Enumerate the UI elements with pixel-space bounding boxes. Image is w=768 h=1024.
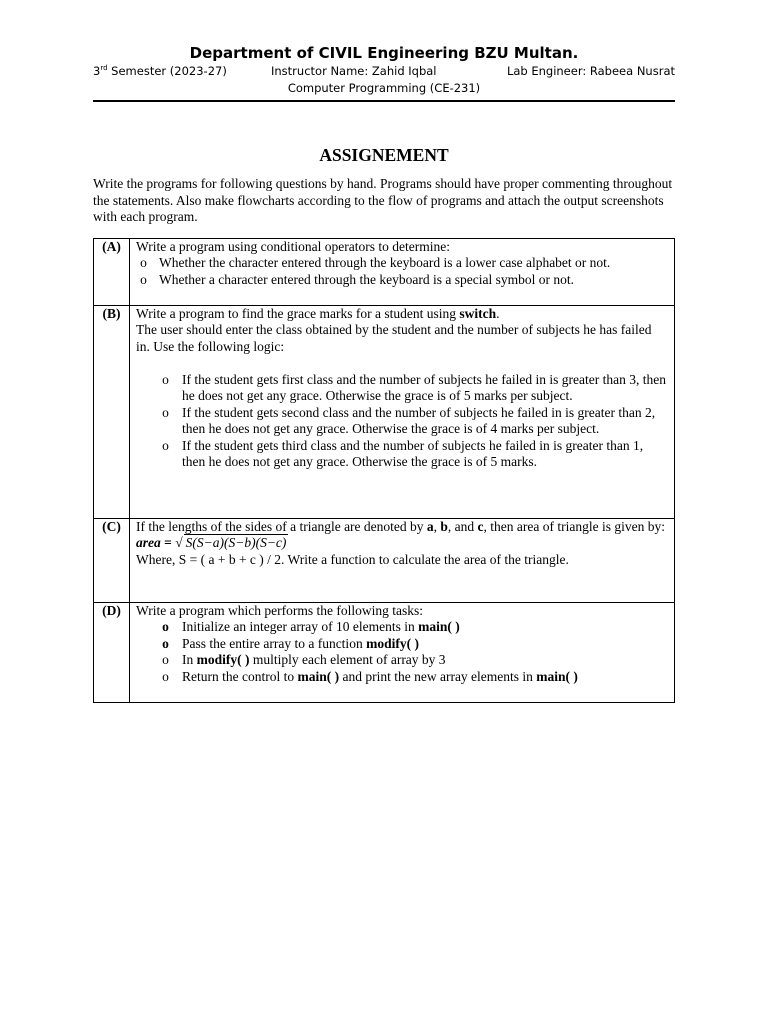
question-c-text — [136, 519, 668, 536]
side-b: b — [440, 518, 448, 534]
list-item — [136, 669, 668, 686]
bullet-marker: o — [162, 668, 169, 684]
question-b-lead — [136, 306, 668, 323]
list-item-text: In — [182, 652, 197, 667]
list-item — [136, 272, 668, 289]
list-item-text: Initialize an integer array of 10 elements in — [182, 619, 419, 634]
question-row-b — [94, 305, 675, 518]
bullet-marker: o — [140, 271, 147, 287]
semester-ordinal: rd — [100, 64, 108, 73]
list-item-text: multiply each element of array by 3 — [249, 652, 446, 667]
question-c-text-3: , and — [447, 518, 478, 534]
question-a-lead: Write a program using conditional operators to determine: — [136, 238, 450, 254]
list-item-text: and print the new array elements in — [339, 668, 537, 684]
switch-keyword: switch — [459, 305, 497, 321]
header-meta-row — [93, 64, 675, 81]
question-b-lead-end: . — [496, 305, 500, 321]
bullet-marker: o — [162, 619, 169, 634]
bullet-marker: o — [140, 255, 147, 270]
question-body-b — [130, 305, 675, 518]
question-row-d — [94, 602, 675, 702]
semester-text: Semester (2023-27) — [107, 64, 227, 78]
question-body-a — [130, 238, 675, 305]
bullet-marker: o — [162, 371, 169, 387]
main-function-ref: main( ) — [418, 619, 460, 634]
lab-engineer-name: Lab Engineer: Rabeea Nusrat — [506, 64, 675, 78]
question-c-text-4: , then area of triangle is given by: — [483, 518, 665, 534]
list-item-text: Pass the entire array to a function — [182, 635, 367, 651]
intro-paragraph: Write the programs for following questions by hand. Programs should have proper commenting throughout the statements. Also make flowcharts according to the flow of programs and attach the output screenshots with each program. — [93, 176, 673, 224]
question-c-where: Where, S = ( a + b + c ) / 2. Write a function to calculate the area of the triangle. — [136, 551, 569, 567]
question-d-lead: Write a program which performs the following tasks: — [136, 602, 424, 618]
square-root-icon: √ — [175, 535, 183, 550]
question-c-text-2: , — [433, 518, 441, 534]
list-item-text: Whether a character entered through the keyboard is a special symbol or not. — [159, 271, 574, 287]
question-label-d: (D) — [94, 602, 130, 702]
question-b-lead-text: Write a program to find the grace marks for a student using — [136, 305, 460, 321]
modify-function-ref: modify( ) — [196, 652, 250, 667]
assignment-title: ASSIGNEMENT — [319, 145, 449, 165]
equals-sign: = — [160, 535, 176, 550]
header-divider — [93, 100, 675, 102]
list-item — [136, 636, 668, 653]
list-item — [136, 652, 668, 669]
side-a: a — [426, 518, 434, 534]
list-item — [136, 438, 668, 471]
instructor-name: Instructor Name: Zahid Iqbal — [271, 64, 437, 78]
list-item-text: Whether the character entered through the keyboard is a lower case alphabet or not. — [159, 255, 611, 270]
modify-function-ref: modify( ) — [366, 635, 419, 651]
radicand: S(S−a)(S−b)(S−c) — [185, 535, 287, 550]
question-label-a: (A) — [94, 238, 130, 305]
questions-table — [93, 238, 675, 703]
semester-info — [93, 64, 227, 78]
question-d-list — [136, 619, 668, 685]
bullet-marker: o — [162, 404, 169, 420]
list-item — [136, 405, 668, 438]
question-body-d — [130, 602, 675, 702]
list-item — [136, 255, 668, 272]
side-c: c — [477, 518, 484, 534]
document-page — [93, 40, 675, 703]
question-label-b: (B) — [94, 305, 130, 518]
question-body-c — [130, 518, 675, 602]
question-row-a — [94, 238, 675, 305]
list-item-text: Return the control to — [182, 668, 298, 684]
list-item — [136, 619, 668, 636]
bullet-marker: o — [162, 652, 169, 667]
question-row-c — [94, 518, 675, 602]
question-c-text-1: If the lengths of the sides of a triangle are denoted by — [136, 518, 427, 534]
list-item — [136, 372, 668, 405]
main-function-ref: main( ) — [297, 668, 340, 684]
list-item-text: If the student gets third class and the number of subjects he failed in is greater than 1, then he does not get any grace. Otherwise the grace is of 5 marks. — [182, 437, 644, 469]
main-function-ref: main( ) — [536, 668, 578, 684]
question-b-para: The user should enter the class obtained by the student and the number of subjects he has failed in. Use the following logic: — [136, 322, 652, 354]
question-a-list — [136, 255, 668, 288]
area-formula — [136, 535, 668, 552]
question-label-c: (C) — [94, 518, 130, 602]
list-item-text: If the student gets second class and the number of subjects he failed in is greater than 2, then he does not get any grace. Otherwise the grace is of 4 marks per subject. — [182, 404, 656, 436]
semester-number: 3 — [93, 64, 101, 78]
question-b-list — [136, 372, 668, 471]
bullet-marker: o — [162, 635, 169, 651]
department-heading: Department of CIVIL Engineering BZU Multan. — [189, 44, 579, 62]
list-item-text: If the student gets first class and the number of subjects he failed in is greater than 3, then he does not get any grace. Otherwise the grace is of 5 marks per subject. — [182, 371, 666, 403]
bullet-marker: o — [162, 437, 169, 453]
area-word: area — [136, 535, 161, 550]
course-name: Computer Programming (CE-231) — [287, 81, 481, 95]
